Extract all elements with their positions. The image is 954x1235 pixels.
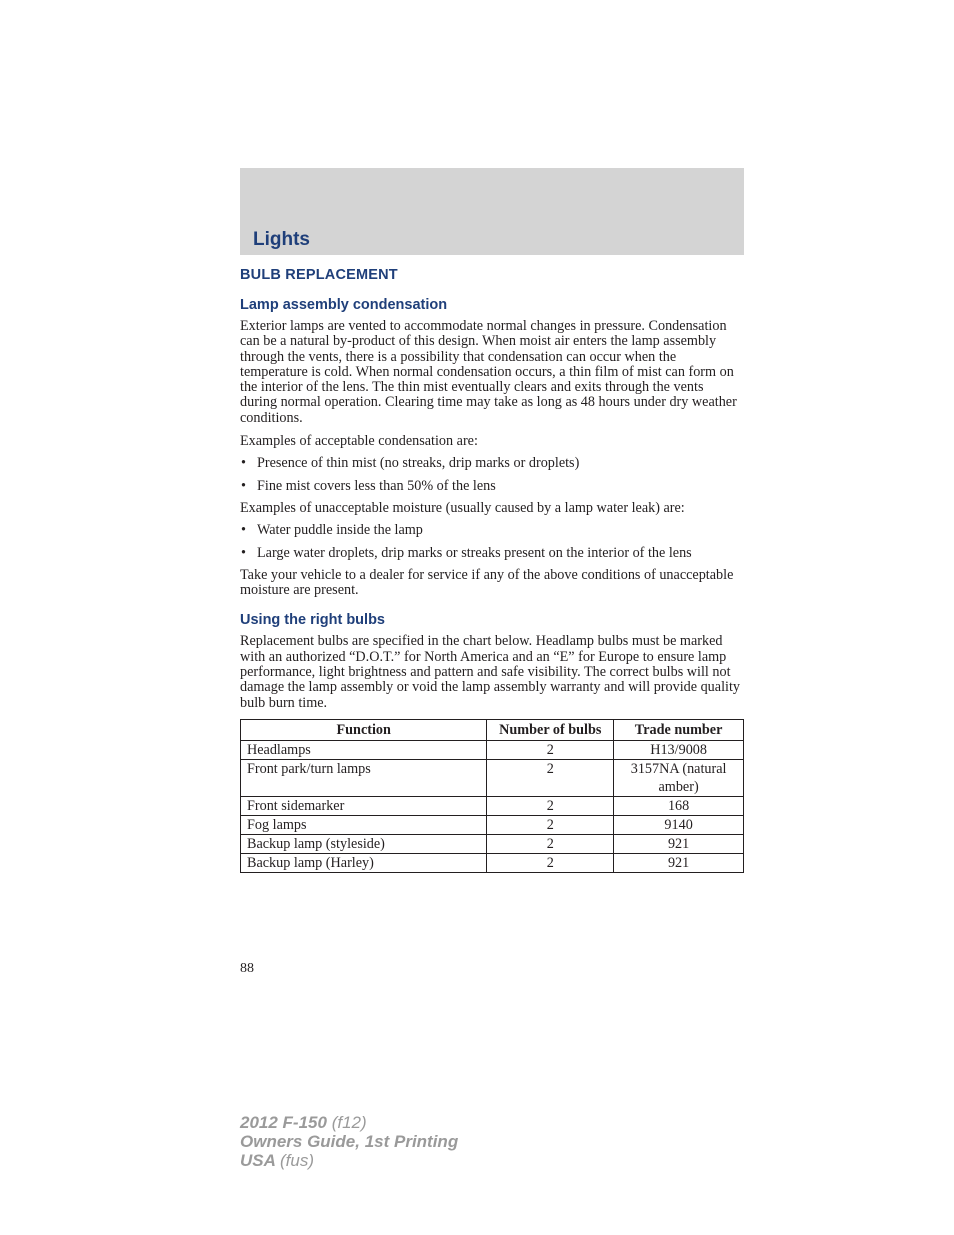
table-row bbox=[241, 740, 744, 759]
cell-function: Backup lamp (styleside) bbox=[241, 834, 487, 853]
footer-edition-info bbox=[240, 1113, 458, 1170]
bullet-icon: • bbox=[241, 522, 246, 539]
footer-line-1: 2012 F-150 (f12) bbox=[240, 1113, 367, 1132]
table-row bbox=[241, 834, 744, 853]
list-item: • Large water droplets, drip marks or streaks present on the interior of the lens bbox=[241, 544, 692, 561]
list-item: • Presence of thin mist (no streaks, drip marks or droplets) bbox=[241, 455, 580, 472]
unacceptable-intro: Examples of unacceptable moisture (usually caused by a lamp water leak) are: bbox=[240, 499, 685, 516]
list-item: • Fine mist covers less than 50% of the lens bbox=[241, 477, 496, 494]
table-row bbox=[241, 759, 744, 796]
column-header-number-of-bulbs: Number of bulbs bbox=[487, 719, 614, 740]
column-header-trade-number: Trade number bbox=[614, 719, 744, 740]
cell-number: 2 bbox=[487, 834, 614, 853]
cell-trade-number: H13/9008 bbox=[614, 740, 744, 759]
column-header-function: Function bbox=[241, 719, 487, 740]
cell-number: 2 bbox=[487, 796, 614, 815]
cell-trade-number: 3157NA (natural amber) bbox=[614, 759, 744, 796]
table-header-row bbox=[241, 719, 744, 740]
cell-trade-number: 168 bbox=[614, 796, 744, 815]
bullet-icon: • bbox=[241, 455, 246, 472]
cell-function: Front park/turn lamps bbox=[241, 759, 487, 796]
bulbs-intro: Replacement bulbs are specified in the chart below. Headlamp bulbs must be marked with an authorized “D.O.T.” for North America and an “E” for Europe to ensure lamp performance, light brightness and pattern and safe visibility. The correct bulbs will not damage the lamp assembly or void the lamp assembly warranty and will provide quality bulb burn time. bbox=[240, 633, 740, 711]
bulbs-heading: Using the right bulbs bbox=[240, 612, 385, 629]
cell-number: 2 bbox=[487, 815, 614, 834]
condensation-heading: Lamp assembly condensation bbox=[240, 297, 448, 313]
unacceptable-list bbox=[240, 523, 744, 561]
cell-number: 2 bbox=[487, 853, 614, 872]
cell-function: Backup lamp (Harley) bbox=[241, 853, 487, 872]
bullet-icon: • bbox=[241, 544, 246, 561]
table-row bbox=[241, 815, 744, 834]
cell-trade-number: 921 bbox=[614, 853, 744, 872]
page-number: 88 bbox=[240, 961, 254, 976]
cell-number: 2 bbox=[487, 759, 614, 796]
acceptable-list bbox=[240, 456, 744, 494]
condensation-intro: Exterior lamps are vented to accommodate normal changes in pressure. Condensation can be a natural by-product of this design. When moist air enters the lamp assembly through the vents, there is a possibility that condensation can occur when the temperature is cold. When normal condensation occurs, a thin film of mist can form on the interior of the lens. The thin mist eventually clears and exits through the vents during normal operation. Clearing time may take as long as 48 hours under dry weather conditions. bbox=[240, 318, 737, 426]
list-item: • Water puddle inside the lamp bbox=[241, 522, 423, 539]
cell-number: 2 bbox=[487, 740, 614, 759]
section-title: BULB REPLACEMENT bbox=[240, 267, 398, 283]
footer-line-2: Owners Guide, 1st Printing bbox=[240, 1132, 459, 1151]
cell-trade-number: 921 bbox=[614, 834, 744, 853]
cell-function: Front sidemarker bbox=[241, 796, 487, 815]
cell-function: Headlamps bbox=[241, 740, 487, 759]
acceptable-intro: Examples of acceptable condensation are: bbox=[240, 433, 478, 450]
footer-line-3: USA (fus) bbox=[240, 1151, 314, 1170]
cell-trade-number: 9140 bbox=[614, 815, 744, 834]
chapter-title: Lights bbox=[253, 229, 310, 250]
table-row bbox=[241, 796, 744, 815]
page-content bbox=[240, 267, 744, 873]
bullet-icon: • bbox=[241, 477, 246, 494]
cell-function: Fog lamps bbox=[241, 815, 487, 834]
table-row bbox=[241, 853, 744, 872]
bulb-table bbox=[240, 719, 744, 873]
condensation-closing: Take your vehicle to a dealer for service if any of the above conditions of unacceptable moisture are present. bbox=[240, 566, 734, 599]
chapter-header-band bbox=[240, 168, 744, 255]
